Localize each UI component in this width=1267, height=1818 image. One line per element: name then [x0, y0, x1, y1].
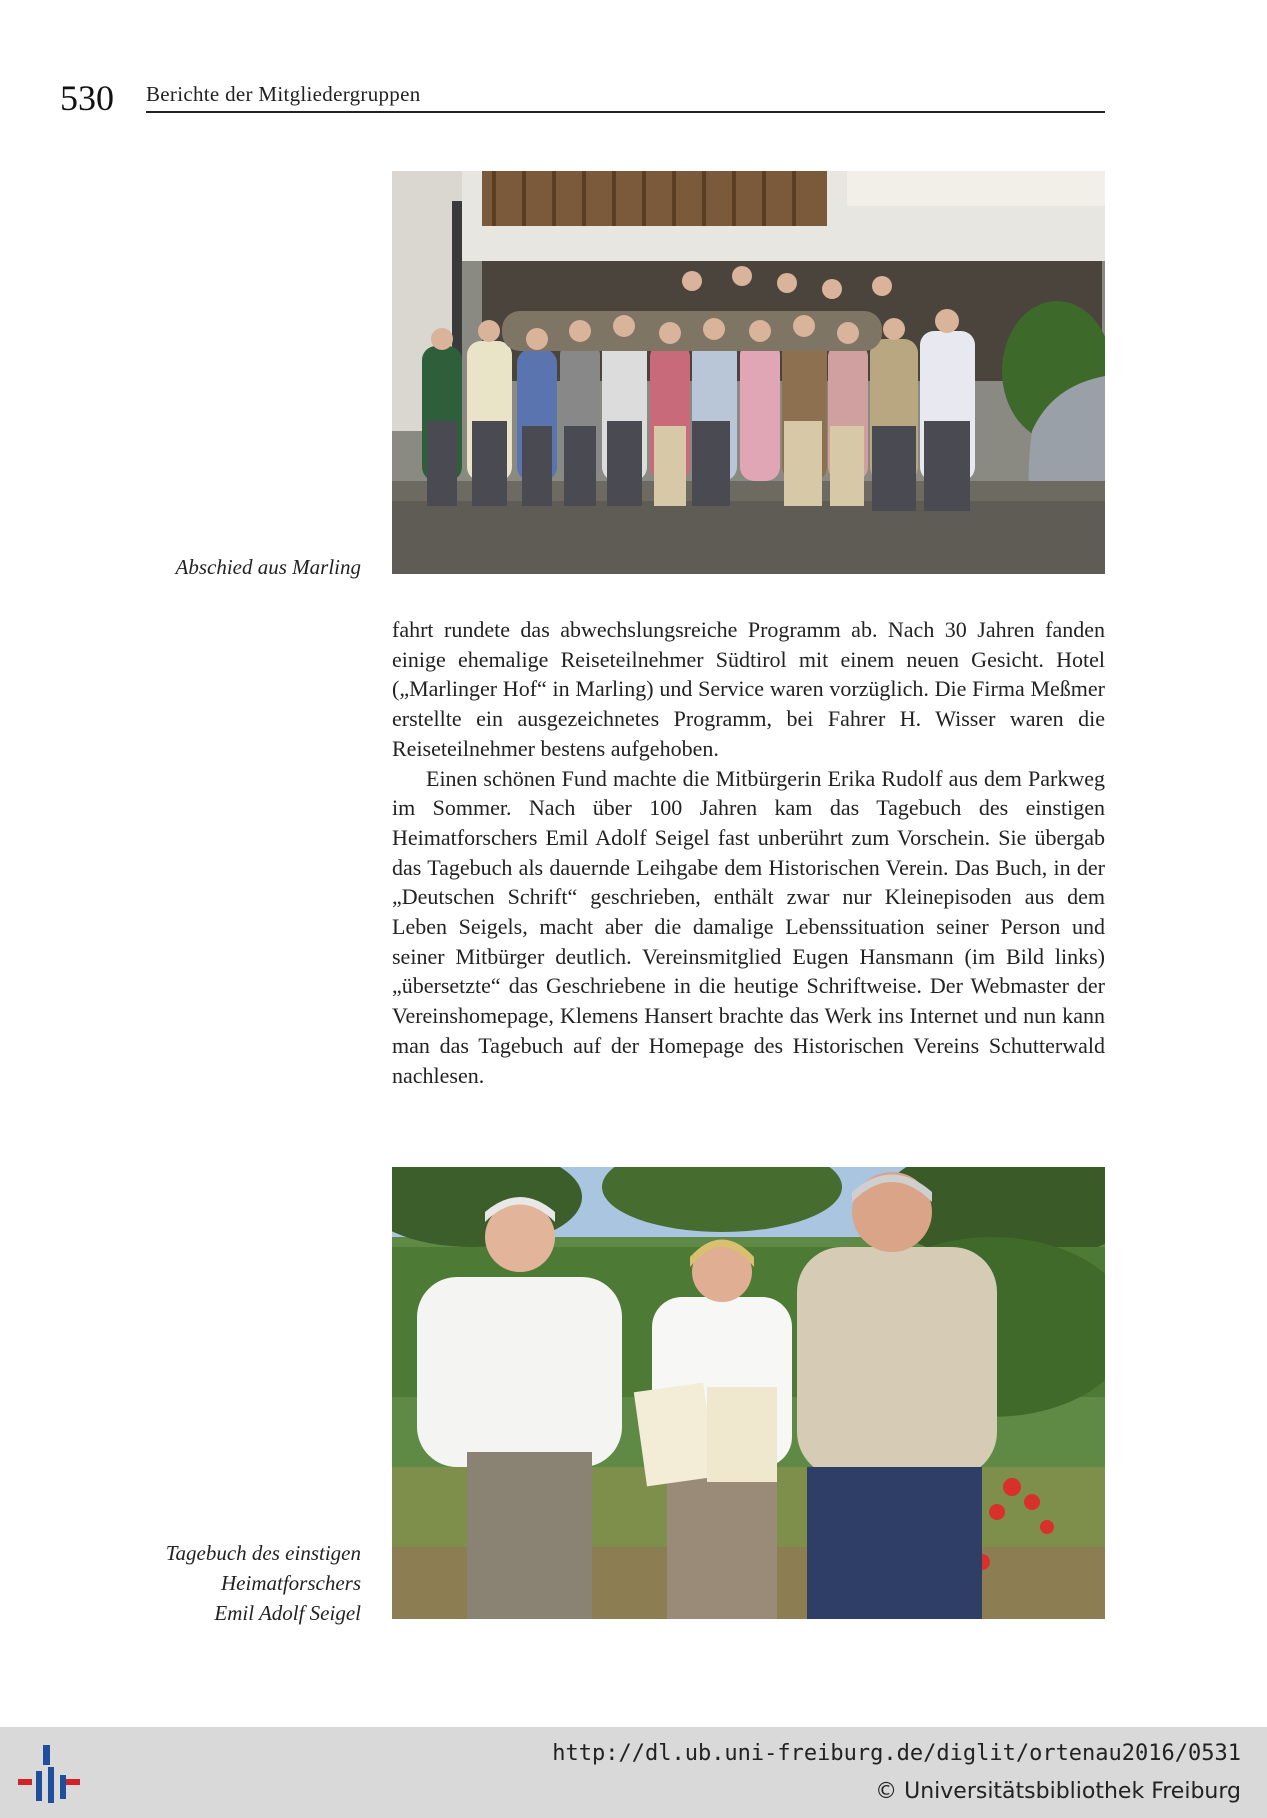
caption-line: Emil Adolf Seigel [214, 1601, 361, 1625]
footer-copyright: © Universitätsbibliothek Freiburg [875, 1779, 1241, 1804]
caption-line: Tagebuch des einstigen [165, 1541, 361, 1565]
header-rule [146, 111, 1105, 113]
figure-caption-1: Abschied aus Marling [175, 555, 361, 579]
body-text [392, 615, 1105, 1090]
caption-line: Heimatforschers [221, 1571, 361, 1595]
paragraph-2: Einen schönen Fund machte die Mitbürgerin Erika Rudolf aus dem Parkweg im Sommer. Nach über 100 Jahren kam das Tagebuch des einstigen Heimatforschers Emil Adolf Seigel fast unberührt zum Vorschein. Sie übergab das Tagebuch als dauernde Leihgabe dem Historischen Verein. Das Buch, in der „Deutschen Schrift“ geschrieben, enthält zwar nur Kleinepisoden aus dem Leben Seigels, macht aber die damalige Lebenssituation seiner Person und seiner Mitbürger deutlich. Vereinsmitglied Eugen Hansmann (im Bild links) „übersetzte“ das Geschriebene in die heutige Schriftweise. Der Webmaster der Vereinshomepage, Klemens Hansert brachte das Werk ins Internet und nun kann man das Tagebuch auf der Homepage des Historischen Vereins Schutterwald nachlesen. [392, 765, 1105, 1088]
diary-photo [392, 1167, 1105, 1619]
running-head: Berichte der Mitgliedergruppen [146, 82, 421, 106]
paragraph-1: fahrt rundete das abwechslungsreiche Programm ab. Nach 30 Jahren fanden einige ehemalige Reiseteilnehmer Südtirol mit einem neuen Gesicht. Hotel („Marlinger Hof“ in Marling) und Service waren vorzüglich. Die Firma Meßmer erstellte ein ausgezeichnetes Programm, bei Fahrer H. Wisser waren die Reiseteilnehmer bestens aufgehoben. [392, 617, 1105, 761]
footer-bar [0, 1727, 1267, 1818]
group-photo [392, 171, 1105, 574]
footer-url[interactable]: http://dl.ub.uni-freiburg.de/diglit/ortenau2016/0531 [552, 1741, 1241, 1766]
ub-freiburg-logo-icon [16, 1741, 82, 1807]
figure-caption-2 [166, 1538, 361, 1628]
page-number: 530 [60, 78, 114, 118]
